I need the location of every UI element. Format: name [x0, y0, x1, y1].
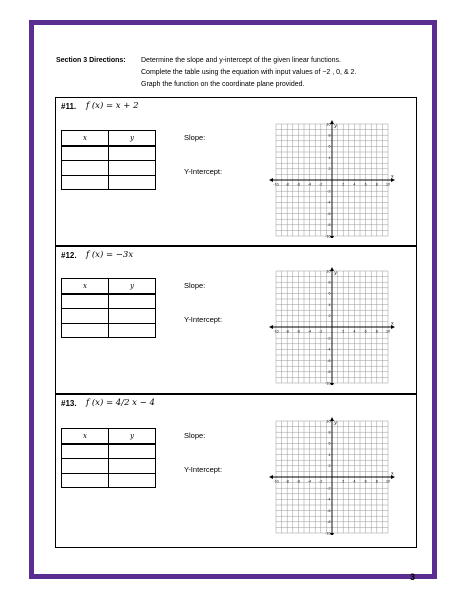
x-column-header: x [62, 131, 109, 146]
y-axis-label: y [334, 420, 337, 426]
y-tick-label: 4 [328, 155, 331, 160]
y-tick-label: -6 [327, 508, 331, 513]
y-tick-label: -10 [325, 531, 331, 535]
y-cell[interactable] [109, 459, 156, 474]
x-tick-label: 2 [342, 182, 345, 187]
y-tick-label: -2 [327, 336, 331, 341]
slope-label: Slope: [184, 431, 206, 440]
xy-table [61, 428, 156, 488]
coordinate-plane [268, 267, 404, 385]
x-tick-label: -10 [273, 329, 279, 334]
x-tick-label: -4 [307, 479, 312, 484]
y-tick-label: -10 [325, 234, 331, 238]
table-row [62, 175, 156, 190]
table-row [62, 444, 156, 459]
problem-12 [55, 246, 417, 394]
x-cell[interactable] [62, 309, 109, 324]
directions-line-2: Complete the table using the equation with input values of −2 , 0, & 2. [141, 69, 357, 76]
slope-label: Slope: [184, 281, 206, 290]
problem-function: f (x) = 4/2 x − 4 [86, 398, 155, 408]
y-column-header: y [109, 279, 156, 294]
x-column-header: x [62, 279, 109, 294]
y-cell[interactable] [109, 323, 156, 338]
x-tick-label: -8 [285, 329, 289, 334]
x-tick-label: -8 [285, 479, 289, 484]
x-tick-label: 8 [375, 182, 378, 187]
y-axis-label: y [334, 123, 337, 129]
x-axis-label: x [391, 320, 394, 327]
y-tick-label: -10 [325, 381, 331, 385]
y-tick-label: -2 [327, 189, 331, 194]
y-cell[interactable] [109, 294, 156, 309]
table-row [62, 473, 156, 488]
y-tick-label: 10 [326, 269, 331, 274]
x-cell[interactable] [62, 161, 109, 176]
grid-svg [268, 120, 404, 238]
x-tick-label: 8 [375, 479, 378, 484]
x-axis-label: x [391, 173, 394, 180]
y-column-header: y [109, 429, 156, 444]
y-axis-arrow-down [330, 383, 334, 385]
x-tick-label: -6 [296, 182, 301, 187]
section-label: Section 3 Directions: [56, 57, 126, 64]
y-tick-label: 4 [328, 302, 331, 307]
xy-table [61, 130, 156, 190]
y-tick-label: 8 [328, 430, 331, 435]
problem-function: f (x) = x + 2 [86, 101, 139, 111]
table-row [62, 294, 156, 309]
table-row [62, 323, 156, 338]
x-cell[interactable] [62, 175, 109, 190]
x-tick-label: 6 [364, 329, 367, 334]
x-column-header: x [62, 429, 109, 444]
problem-13 [55, 394, 417, 548]
x-cell[interactable] [62, 146, 109, 161]
y-tick-label: 2 [328, 167, 331, 172]
x-tick-label: 4 [353, 182, 356, 187]
y-axis-arrow-down [330, 533, 334, 535]
problem-number: #12. [61, 251, 77, 260]
directions-line-1: Determine the slope and y-intercept of the given linear functions. [141, 57, 342, 64]
x-tick-label: 10 [386, 329, 390, 334]
x-tick-label: -6 [296, 329, 301, 334]
coordinate-plane [268, 417, 404, 535]
x-tick-label: -8 [285, 182, 289, 187]
grid-svg [268, 417, 404, 535]
x-tick-label: 4 [353, 479, 356, 484]
y-tick-label: 6 [328, 144, 331, 149]
y-tick-label: -4 [327, 347, 331, 352]
y-cell[interactable] [109, 161, 156, 176]
problem-number: #13. [61, 399, 77, 408]
y-tick-label: -8 [327, 370, 331, 375]
y-tick-label: 2 [328, 314, 331, 319]
y-tick-label: -6 [327, 358, 331, 363]
y-cell[interactable] [109, 146, 156, 161]
y-intercept-label: Y-Intercept: [184, 465, 223, 474]
x-cell[interactable] [62, 294, 109, 309]
y-tick-label: 8 [328, 133, 331, 138]
page-number: 3 [410, 572, 416, 582]
x-tick-label: -4 [307, 329, 312, 334]
table-row [62, 459, 156, 474]
y-cell[interactable] [109, 473, 156, 488]
y-tick-label: 6 [328, 441, 331, 446]
coordinate-plane [268, 120, 404, 238]
y-tick-label: -8 [327, 223, 331, 228]
x-tick-label: 6 [364, 182, 367, 187]
x-cell[interactable] [62, 444, 109, 459]
x-tick-label: 2 [342, 479, 345, 484]
x-tick-label: -10 [273, 182, 279, 187]
x-tick-label: 6 [364, 479, 367, 484]
grid-svg [268, 267, 404, 385]
y-axis-label: y [334, 270, 337, 276]
y-intercept-label: Y-Intercept: [184, 315, 223, 324]
x-cell[interactable] [62, 323, 109, 338]
y-tick-label: -4 [327, 200, 331, 205]
x-tick-label: 2 [342, 329, 345, 334]
y-tick-label: -6 [327, 211, 331, 216]
xy-table [61, 278, 156, 338]
directions-line-3: Graph the function on the coordinate plane provided. [141, 81, 305, 88]
problem-function: f (x) = −3x [86, 250, 134, 260]
y-tick-label: -4 [327, 497, 331, 502]
y-tick-label: -2 [327, 486, 331, 491]
y-intercept-label: Y-Intercept: [184, 167, 223, 176]
x-tick-label: -6 [296, 479, 301, 484]
y-cell[interactable] [109, 309, 156, 324]
table-row [62, 146, 156, 161]
y-tick-label: -8 [327, 520, 331, 525]
y-tick-label: 10 [326, 122, 331, 127]
x-tick-label: 10 [386, 182, 390, 187]
x-tick-label: -2 [319, 182, 323, 187]
y-column-header: y [109, 131, 156, 146]
x-axis-label: x [391, 470, 394, 477]
table-row [62, 161, 156, 176]
problem-11 [55, 97, 417, 246]
x-axis-arrow-left [269, 178, 273, 182]
x-tick-label: 10 [386, 479, 390, 484]
y-tick-label: 8 [328, 280, 331, 285]
y-tick-label: 10 [326, 419, 331, 424]
x-tick-label: 8 [375, 329, 378, 334]
x-cell[interactable] [62, 459, 109, 474]
x-tick-label: -10 [273, 479, 279, 484]
table-row [62, 309, 156, 324]
x-cell[interactable] [62, 473, 109, 488]
slope-label: Slope: [184, 133, 206, 142]
x-axis-arrow-left [269, 325, 273, 329]
y-tick-label: 4 [328, 452, 331, 457]
x-tick-label: -4 [307, 182, 312, 187]
y-tick-label: 2 [328, 464, 331, 469]
problem-number: #11. [61, 102, 77, 111]
x-axis-arrow-left [269, 475, 273, 479]
y-tick-label: 6 [328, 291, 331, 296]
x-tick-label: -2 [319, 329, 323, 334]
x-tick-label: 4 [353, 329, 356, 334]
x-tick-label: -2 [319, 479, 323, 484]
y-axis-arrow-down [330, 236, 334, 238]
y-cell[interactable] [109, 175, 156, 190]
y-cell[interactable] [109, 444, 156, 459]
